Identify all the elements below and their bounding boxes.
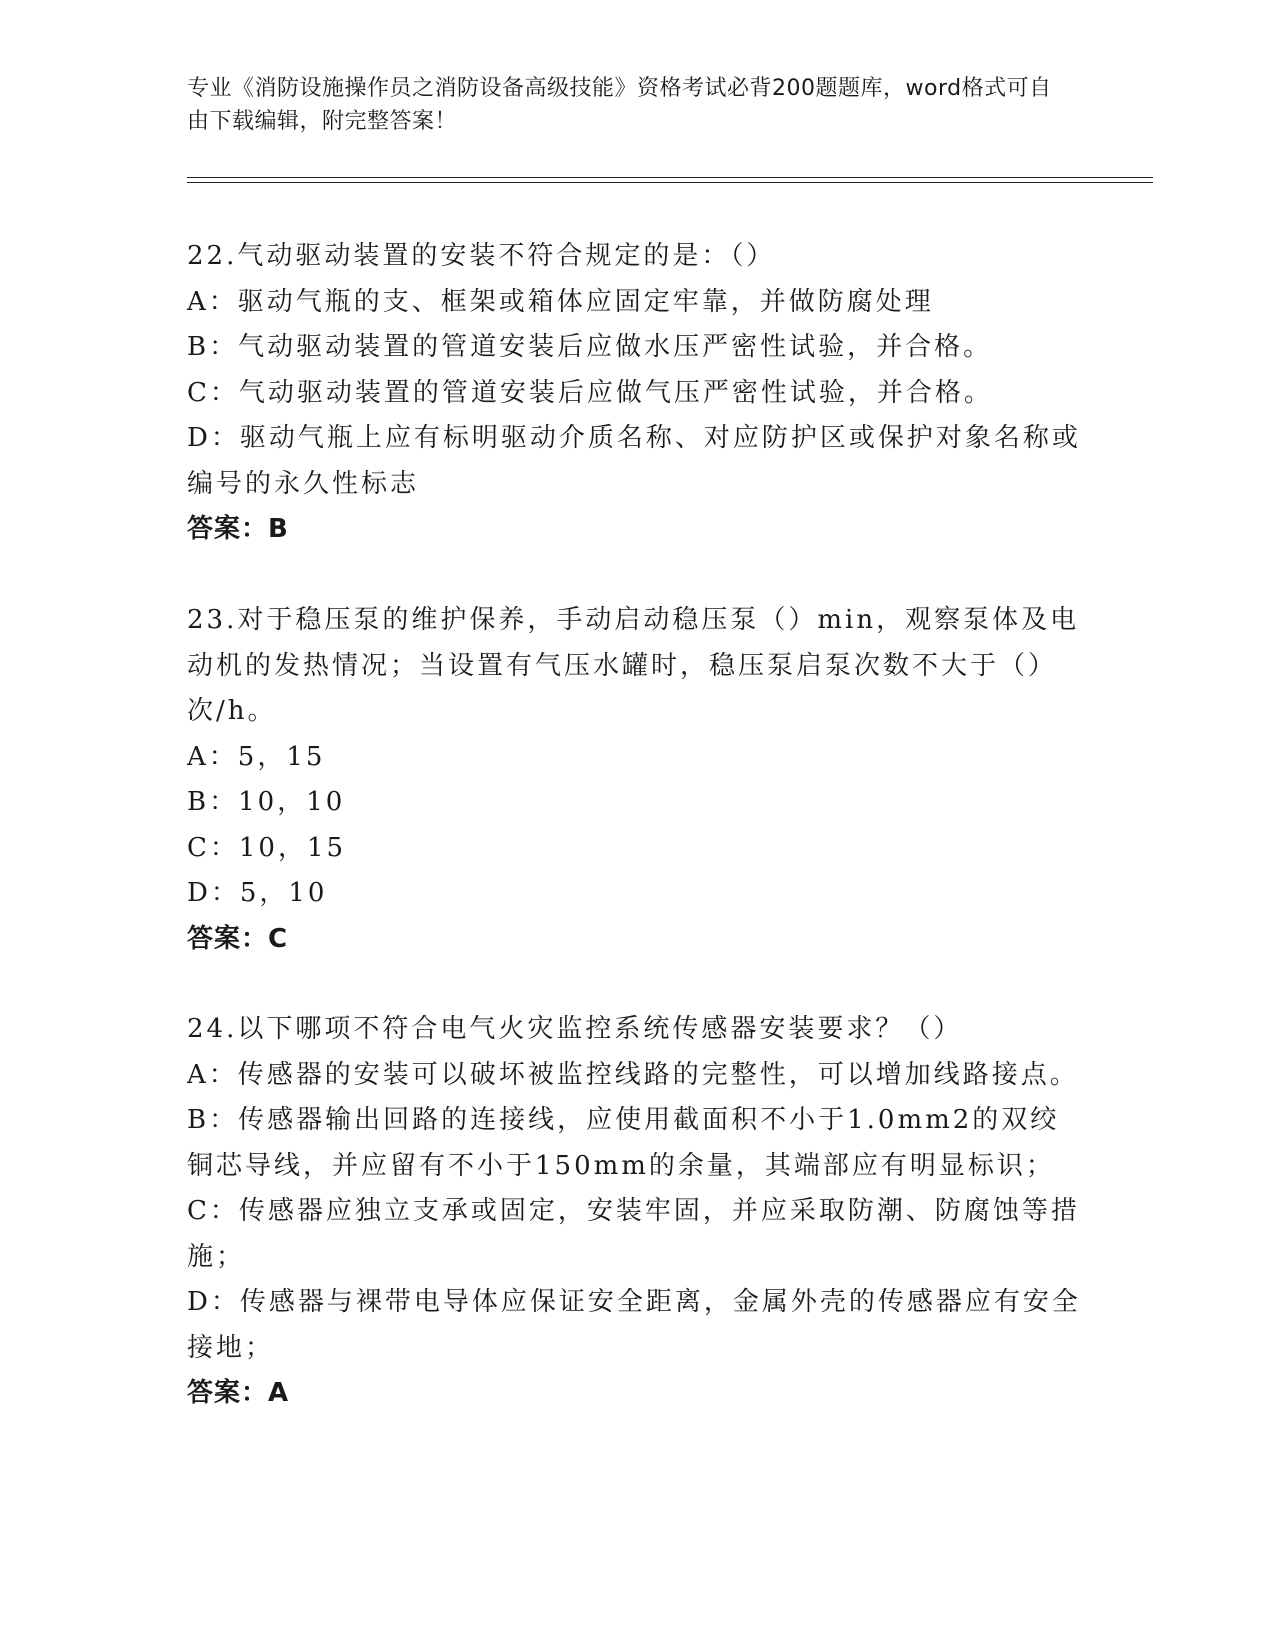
header-divider-top (187, 177, 1153, 178)
header-divider-bottom (187, 182, 1153, 183)
option-a: A：传感器的安装可以破坏被监控线路的完整性，可以增加线路接点。 (187, 1059, 1079, 1090)
answer-label: 答案：B (187, 514, 289, 544)
option-b: B：气动驱动装置的管道安装后应做水压严密性试验，并合格。 (187, 332, 993, 362)
option-d: D：5，10 (187, 878, 328, 908)
option-d: D：驱动气瓶上应有标明驱动介质名称、对应防护区或保护对象名称或编号的永久性标志 (187, 423, 1081, 499)
option-d: D：传感器与裸带电导体应保证安全距离，金属外壳的传感器应有安全接地； (187, 1287, 1081, 1363)
option-c: C：10，15 (187, 832, 347, 863)
question-stem: 24.以下哪项不符合电气火灾监控系统传感器安装要求？（） (187, 1014, 963, 1044)
option-a: A：5，15 (187, 741, 326, 772)
option-b: B：传感器输出回路的连接线，应使用截面积不小于1.0mm2的双绞铜芯导线，并应留有不小于150mm的余量，其端部应有明显标识； (187, 1105, 1060, 1181)
option-a: A：驱动气瓶的支、框架或箱体应固定牢靠，并做防腐处理 (187, 286, 934, 317)
option-c: C：气动驱动装置的管道安装后应做气压严密性试验，并合格。 (187, 377, 993, 408)
answer-label: 答案：C (187, 923, 289, 954)
document-header: 专业《消防设施操作员之消防设备高级技能》资格考试必背200题题库，word格式可自由下载编辑，附完整答案！ (187, 76, 1052, 134)
option-b: B：10，10 (187, 787, 346, 817)
option-c: C：传感器应独立支承或固定，安装牢固，并应采取防潮、防腐蚀等措施； (187, 1196, 1080, 1272)
answer-label: 答案：A (187, 1378, 290, 1408)
question-23 (187, 598, 1087, 962)
question-22 (187, 234, 1087, 553)
question-24 (187, 1007, 1087, 1417)
question-stem: 23.对于稳压泵的维护保养，手动启动稳压泵（）min，观察泵体及电动机的发热情况；当设置有气压水罐时，稳压泵启泵次数不大于（）次/h。 (187, 605, 1080, 726)
question-stem: 22.气动驱动装置的安装不符合规定的是：（） (187, 241, 776, 271)
